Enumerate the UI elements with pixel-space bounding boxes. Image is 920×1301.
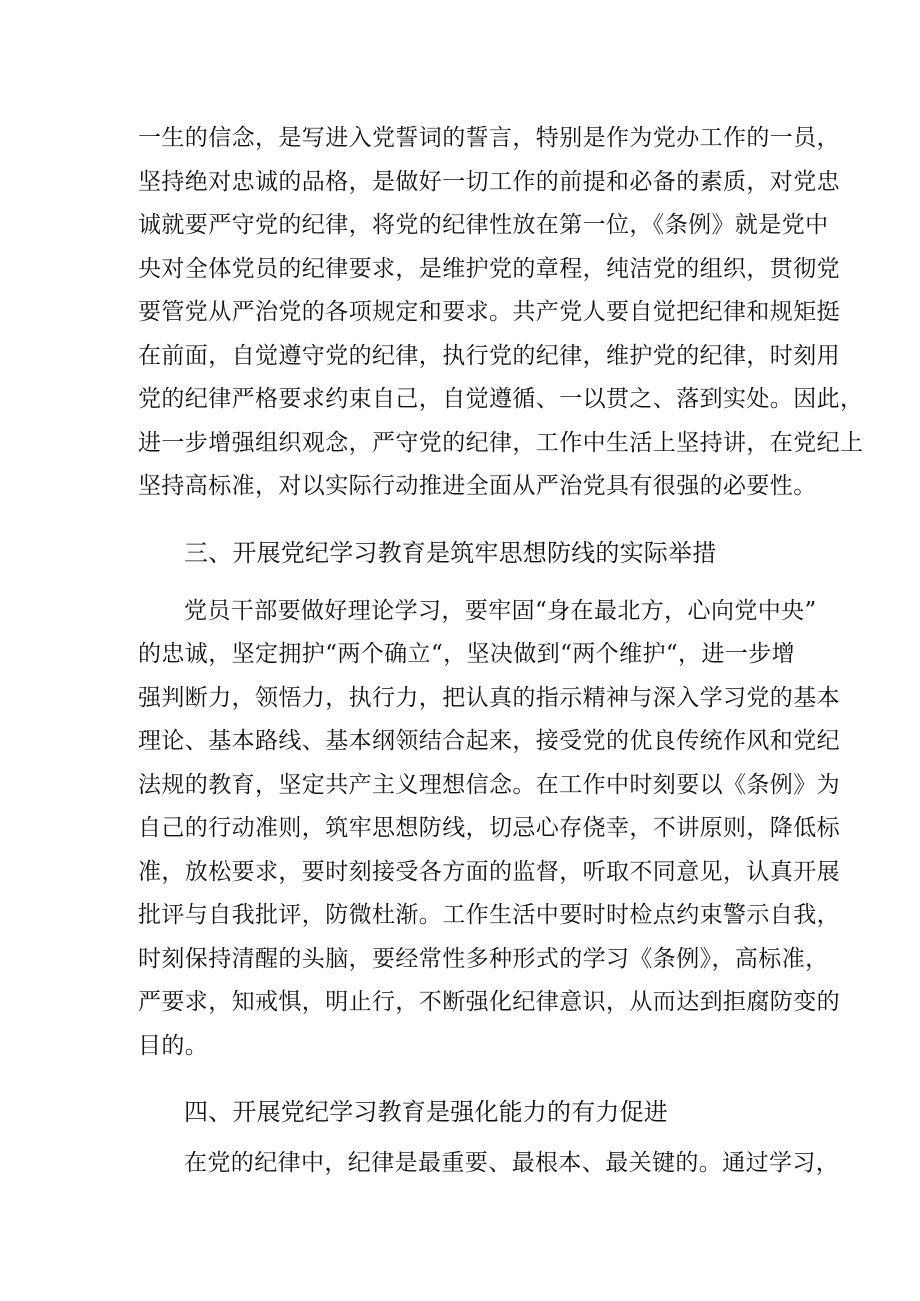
text-line: 严要求，知戒惧，明止行，不断强化纪律意识，从而达到拒腐防变的	[138, 989, 840, 1015]
text-line: 批评与自我批评，防微杜渐。工作生活中要时时检点约束警示自我，	[138, 902, 840, 928]
text-line: 在前面，自觉遵守党的纪律，执行党的纪律，维护党的纪律，时刻用	[138, 342, 840, 369]
text-line: 坚持高标准，对以实际行动推进全面从严治党具有很强的必要性。	[138, 473, 817, 499]
text-line: 央对全体党员的纪律要求，是维护党的章程，纯洁党的组织，贯彻党	[138, 255, 840, 282]
text-line: 坚持绝对忠诚的品格，是做好一切工作的前提和必备的素质，对党忠	[138, 168, 840, 195]
paragraph-discipline-core	[138, 1142, 840, 1186]
text-line: 强判断力，领悟力，执行力，把认真的指示精神与深入学习党的基本	[138, 684, 840, 711]
text-line: 理论、基本路线、基本纲领结合起来，接受党的优良传统作风和党纪	[138, 728, 840, 754]
document-body	[138, 117, 864, 1186]
paragraph-theory-study	[138, 590, 840, 1069]
section-heading-3: 三、开展党纪学习教育是筑牢思想防线的实际举措	[184, 538, 717, 567]
text-line: 在党的纪律中，纪律是最重要、最根本、最关键的。通过学习，	[184, 1150, 840, 1176]
text-line: 党员干部要做好理论学习，要牢固“身在最北方，心向党中央”	[184, 597, 817, 624]
text-line: 进一步增强组织观念，严守党的纪律，工作中生活上坚持讲，在党纪上	[138, 429, 864, 456]
text-line: 诚就要严守党的纪律，将党的纪律性放在第一位，《条例》就是党中	[138, 212, 829, 238]
text-line: 一生的信念，是写进入党誓词的誓言，特别是作为党办工作的一员，	[138, 125, 840, 151]
paragraph-loyalty-discipline	[138, 117, 864, 509]
text-line: 目的。	[138, 1032, 209, 1059]
text-line: 法规的教育，坚定共产主义理想信念。在工作中时刻要以《条例》为	[138, 771, 840, 798]
text-line: 的忠诚，坚定拥护“两个确立“，坚决做到“两个维护“，进一步增	[138, 641, 796, 667]
text-line: 准，放松要求，要时刻接受各方面的监督，听取不同意见，认真开展	[138, 858, 840, 885]
text-line: 党的纪律严格要求约束自己，自觉遵循、一以贯之、落到实处。因此，	[138, 386, 864, 412]
text-line: 要管党从严治党的各项规定和要求。共产党人要自觉把纪律和规矩挺	[138, 299, 840, 325]
text-line: 自己的行动准则，筑牢思想防线，切忌心存侥幸，不讲原则，降低标	[138, 815, 840, 841]
text-line: 时刻保持清醒的头脑，要经常性多种形式的学习《条例》，高标准，	[138, 945, 829, 972]
section-heading-4: 四、开展党纪学习教育是强化能力的有力促进	[184, 1098, 668, 1126]
